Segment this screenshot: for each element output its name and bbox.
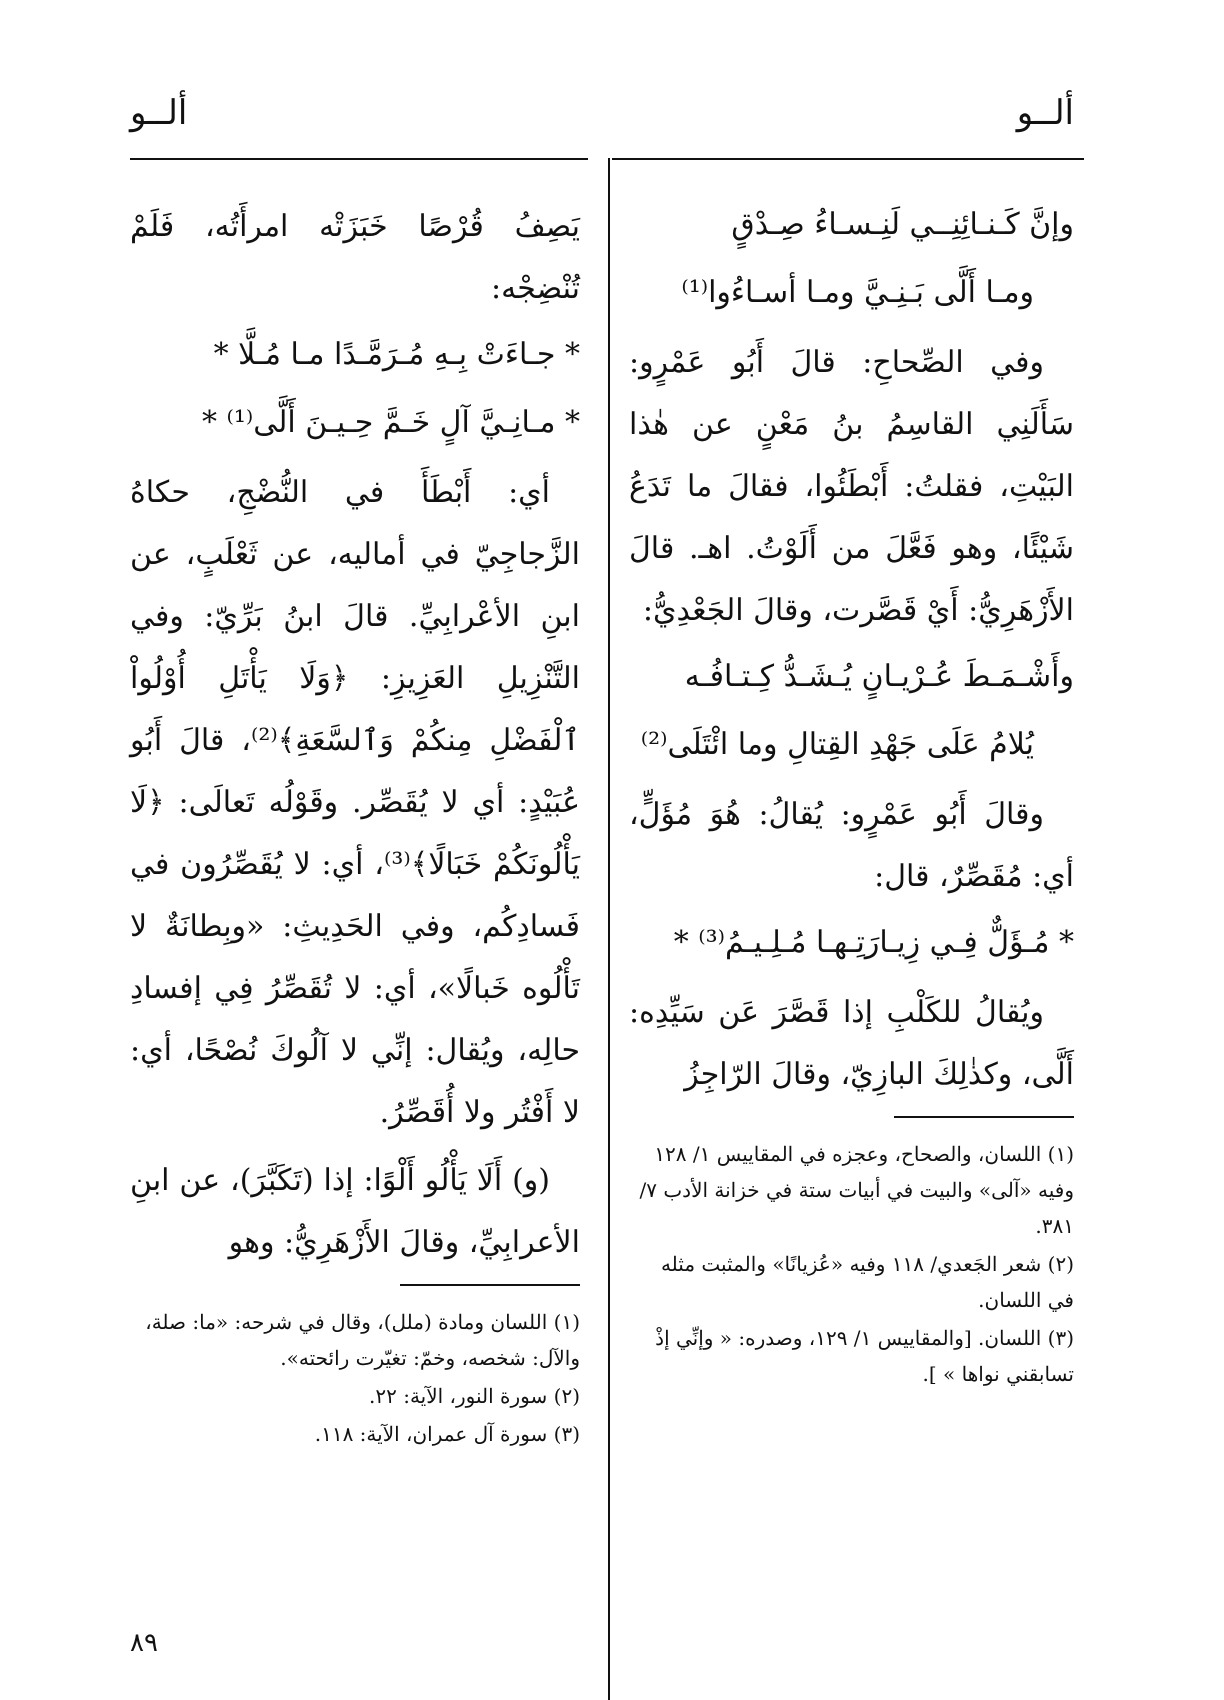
left-verse-2: * مـانِـيَّ آلٍ خَـمَّ حِـيـنَ أَلَّى⁽¹⁾ * — [201, 405, 580, 440]
header-word-left: ألــو — [130, 93, 188, 133]
right-paragraph-2: وقالَ أَبُو عَمْرٍو: يُقالُ: هُوَ مُؤَلٍّ، أي: مُقَصِّرٌ، قال: — [629, 797, 1074, 894]
right-paragraph-1: وفي الصِّحاحِ: قالَ أَبُو عَمْرٍو: سَأَلَنِي القاسِمُ بنُ مَعْنٍ عن هٰذا البَيْتِ، فقلتُ: أَبْطَئُوا، فقالَ ما تَدَعُ شَيْئًا، وهو فَعَّلَ من أَلَوْتُ. اهـ. قالَ الأَزْهَرِيُّ: أَيْ قَصَّرت، وقالَ الجَعْدِيُّ: — [629, 345, 1074, 628]
left-paragraph-2: أي: أَبْطَأَ في النُّضْجِ، حكاهُ الزَّجاجِيّ في أماليه، عن ثَعْلَبٍ، عن ابنِ الأعْرابِيِّ. قالَ ابنُ بَرِّيّ: وفي التَّنْزِيلِ العَزِيزِ: ﴿وَلَا يَأْتَلِ أُوْلُواْ ٱلْفَضْلِ مِنكُمْ وَٱلسَّعَةِ﴾⁽²⁾، قالَ أَبُو عُبَيْدٍ: أي لا يُقَصِّر. وقَوْلُه تَعالَى: ﴿لَا يَأْلُونَكُمْ خَبَالًا﴾⁽³⁾، أي: لا يُقَصِّرُون في فَسادِكُم، وفي الحَدِيثِ: «وبِطانَةٌ لا تَأْلُوه خَبالًا»، أي: لا تُقَصِّرُ فِي إفسادِ حالِه، ويُقال: إنِّي لا آلُوكَ نُصْحًا، أي: لا أَفْتُر ولا أُقَصِّرُ. — [130, 475, 581, 1130]
left-footnote-3: (٣) سورة آل عمران، الآية: ١١٨. — [314, 1422, 580, 1446]
right-column — [629, 196, 1074, 1394]
right-footnote-1: (١) اللسان، والصحاح، وعجزه في المقاييس ١/ ١٢٨ وفيه «آلى» والبيت في أبيات ستة في خزانة الأدب ٧/ ٣٨١. — [639, 1142, 1074, 1238]
header-rule-right — [612, 158, 1084, 160]
right-verse-5: * مُـؤَلٌّ فِـي زِيـارَتِـهـا مُـلِـيـمُ⁽³⁾ * — [673, 925, 1074, 960]
header-word-right: ألــو — [1016, 93, 1074, 133]
right-verse-2: ومـا أَلَّى بَـنِـيَّ ومـا أسـاءُوا⁽¹⁾ — [681, 275, 1034, 310]
left-footnote-2: (٢) سورة النور، الآية: ٢٢. — [369, 1384, 580, 1408]
right-footnote-2: (٢) شعر الجَعدي/ ١١٨ وفيه «عُزيانًا» والمثبت مثله في اللسان. — [660, 1252, 1074, 1312]
column-divider — [608, 158, 610, 1700]
left-column — [130, 196, 580, 1454]
right-paragraph-3: ويُقالُ للكَلْبِ إذا قَصَّرَ عَن سَيِّدِه: أَلَّى، وكذٰلِكَ البازِيّ، وقالَ الرّاجِزُ — [629, 995, 1074, 1092]
left-paragraph-3: (و) أَلَا يَأْلُو أَلْوًا: إذا (تَكَبَّرَ)، عن ابنِ الأعرابِيِّ، وقالَ الأَزْهَرِيُّ: وهو — [130, 1163, 580, 1260]
page-number: ٨٩ — [130, 1628, 158, 1658]
right-verse-4: يُلامُ عَلَى جَهْدِ القِتالِ وما ائْتَلَى⁽²⁾ — [640, 727, 1034, 762]
right-verse-1: وإنَّ كَـنـائِنِــي لَنِـسـاءُ صِـدْقٍ — [731, 207, 1074, 242]
left-verse-1: * جـاءَتْ بِـهِ مُـرَمَّـدًا مـا مُـلَّا * — [213, 337, 580, 372]
right-verse-3: وأَشْـمَـطَ عُـرْيـانٍ يُـشَـدُّ كِـتـافُـه — [684, 659, 1074, 694]
left-footnote-1: (١) اللسان ومادة (ملل)، وقال في شرحه: «ما: صلة، والآل: شخصه، وخمّ: تغيّرت رائحته». — [145, 1310, 580, 1370]
right-footnote-rule — [894, 1116, 1074, 1118]
header-rule-left — [130, 158, 588, 160]
left-paragraph-1: يَصِفُ قُرْصًا خَبَزَتْه امرأَتُه، فَلَمْ تُنْضِجْه: — [130, 209, 580, 306]
left-footnote-rule — [400, 1284, 580, 1286]
right-footnote-3: (٣) اللسان. [والمقاييس ١/ ١٢٩، وصدره: « وإنِّي إذْ تسابقني نواها » ]. — [655, 1326, 1074, 1386]
